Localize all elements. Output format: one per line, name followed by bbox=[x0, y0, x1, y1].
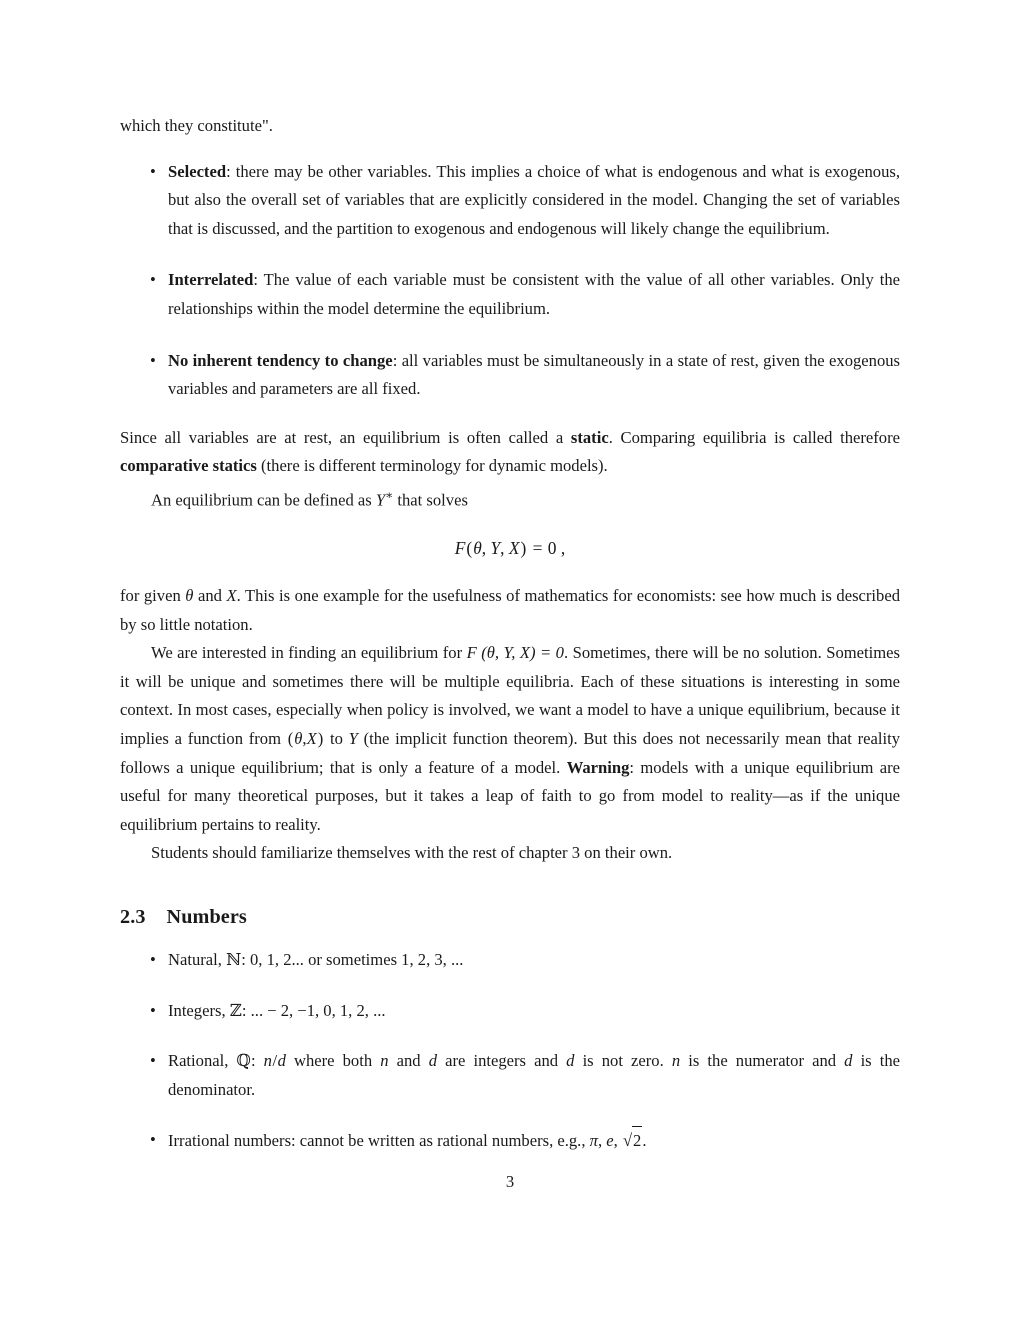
math-comma: , bbox=[302, 729, 307, 749]
text-run: . This is one example for the usefulness of mathematics for economists: see how much is described by so little notation. bbox=[120, 586, 901, 634]
spacer bbox=[120, 868, 900, 888]
text-run: . Comparing equilibria is called therefore bbox=[608, 427, 900, 447]
text-run: Integers, bbox=[168, 1000, 230, 1020]
text-run: is the numerator and bbox=[680, 1051, 845, 1071]
text-run: , bbox=[613, 1131, 622, 1151]
emphasis-static: static bbox=[570, 427, 609, 447]
paragraph-equilibrium-intro bbox=[120, 481, 900, 515]
text-run: , bbox=[597, 1131, 607, 1151]
list-item bbox=[120, 997, 900, 1026]
text-run: (the implicit function theorem). But this does not necessarily mean that reality follows a unique equilibrium; that is only a feature of a model. bbox=[120, 729, 900, 777]
bullet-icon: • bbox=[150, 950, 156, 969]
math-variable-X: X bbox=[226, 586, 237, 606]
text-run: : models with a unique equilibrium are useful for many theoretical purposes, but it takes a leap of faith to go from model to reality—as if the unique equilibrium pertains to reality. bbox=[120, 757, 900, 834]
math-inline-equation: F (θ, Y, X) = 0 bbox=[466, 643, 564, 663]
math-equals: = bbox=[532, 538, 543, 559]
math-variable-d: d bbox=[844, 1051, 853, 1071]
list-item-body: : there may be other variables. This implies a choice of what is endogenous and what is exogenous, but also the overall set of variables that are explicitly considered in the model. Changing the set of variables that is discussed, and the partition to exogenous and endogenous will likely change the equilibrium. bbox=[168, 161, 900, 238]
numbers-list bbox=[120, 946, 900, 1156]
list-item bbox=[120, 1047, 900, 1104]
spacer bbox=[120, 404, 900, 424]
bullet-icon: • bbox=[150, 270, 156, 290]
text-run: (there is different terminology for dynamic models). bbox=[256, 456, 608, 476]
paragraph-static bbox=[120, 424, 900, 481]
bullet-icon: • bbox=[150, 161, 156, 181]
math-variable-Y: Y bbox=[375, 490, 386, 510]
text-run: . Sometimes, there will be no solution. Sometimes it will be unique and sometimes there will be multiple equilibria. Each of these situations is interesting in some context. In most cases, especially when policy is involved, we want a model to have a unique equilibrium, because it implies a function from bbox=[120, 643, 900, 749]
spacer bbox=[120, 562, 900, 582]
text-run: Natural, bbox=[168, 950, 227, 969]
math-variable-d: d bbox=[428, 1051, 438, 1071]
math-variable-X: X bbox=[508, 538, 520, 559]
list-item-term: Interrelated bbox=[168, 270, 254, 290]
math-superscript-star: ∗ bbox=[385, 487, 394, 502]
math-zero: 0 bbox=[547, 538, 557, 559]
list-item bbox=[120, 347, 900, 404]
text-run: is the denominator. bbox=[168, 1051, 901, 1099]
list-item-body: : all variables must be simultaneously in a state of rest, given the exogenous variables and parameters are all fixed. bbox=[168, 350, 901, 399]
math-variable-theta: θ bbox=[294, 729, 303, 749]
text-run: : bbox=[241, 1000, 251, 1020]
math-slash: / bbox=[272, 1051, 278, 1071]
emphasis-comparative-statics: comparative statics bbox=[120, 456, 257, 476]
math-variable-Y: Y bbox=[348, 729, 358, 749]
paragraph-students: Students should familiarize themselves with the rest of chapter 3 on their own. bbox=[151, 843, 673, 863]
math-comma: , bbox=[481, 538, 487, 559]
math-symbol-rationals: ℚ bbox=[236, 1051, 251, 1071]
math-variable-theta: θ bbox=[473, 538, 482, 559]
math-variable-d: d bbox=[277, 1051, 286, 1071]
math-variable-Y: Y bbox=[490, 538, 501, 559]
section-title: Numbers bbox=[166, 906, 247, 928]
page-number: 3 bbox=[505, 1172, 515, 1191]
text-run: that solves bbox=[393, 490, 468, 510]
text-run: for given bbox=[120, 586, 186, 606]
text-run: where both bbox=[285, 1051, 381, 1071]
math-function-F: F bbox=[454, 538, 466, 559]
math-variable-d: d bbox=[566, 1051, 575, 1071]
bullet-icon: • bbox=[150, 1130, 156, 1150]
text-run: : bbox=[241, 950, 250, 969]
math-paren-open: ( bbox=[287, 729, 294, 749]
math-paren-close: ) bbox=[520, 538, 527, 559]
text-run: : bbox=[250, 1051, 264, 1071]
math-variable-theta: θ bbox=[185, 586, 194, 606]
text-run: . bbox=[642, 1131, 647, 1151]
math-square-root bbox=[622, 1126, 642, 1156]
math-comma: , bbox=[500, 538, 505, 559]
spacer bbox=[120, 930, 900, 946]
math-values: 0, 1, 2... or sometimes 1, 2, 3, ... bbox=[250, 950, 464, 969]
text-run: is not zero. bbox=[574, 1051, 672, 1071]
math-symbol-naturals: ℕ bbox=[226, 950, 242, 969]
text-run: and bbox=[388, 1051, 429, 1071]
equilibrium-properties-list bbox=[120, 158, 900, 404]
math-variable-n: n bbox=[380, 1051, 389, 1071]
list-item bbox=[120, 266, 900, 323]
page-content bbox=[120, 112, 900, 1156]
emphasis-warning: Warning bbox=[566, 757, 630, 777]
math-variable-X: X bbox=[306, 729, 317, 749]
math-variable-n: n bbox=[671, 1051, 681, 1071]
math-paren-close: ) bbox=[317, 729, 324, 749]
list-item-term: Selected bbox=[168, 161, 227, 181]
math-values: ... − 2, −1, 0, 1, 2, ... bbox=[250, 1000, 386, 1020]
text-run: are integers and bbox=[437, 1051, 567, 1071]
spacer bbox=[120, 141, 900, 158]
text-run: and bbox=[193, 586, 227, 606]
bullet-icon: • bbox=[150, 1051, 156, 1071]
radicand: 2 bbox=[632, 1126, 642, 1156]
paragraph-for-given bbox=[120, 582, 900, 639]
text-run: We are interested in finding an equilibrium for bbox=[151, 643, 467, 663]
list-item bbox=[120, 946, 900, 975]
radical-sign-icon: √ bbox=[622, 1130, 633, 1151]
math-symbol-pi: π bbox=[589, 1131, 598, 1151]
math-paren-open: ( bbox=[466, 538, 473, 559]
text-run: to bbox=[324, 729, 349, 749]
list-item-body: : The value of each variable must be consistent with the value of all other variables. Only the relationships within the model determine the equilibrium. bbox=[168, 270, 900, 318]
text-run: Irrational numbers: cannot be written as rational numbers, e.g., bbox=[168, 1131, 590, 1151]
math-symbol-integers: ℤ bbox=[229, 1000, 242, 1020]
paragraph-interested bbox=[120, 639, 900, 839]
text-run: Rational, bbox=[168, 1051, 237, 1071]
bullet-icon: • bbox=[150, 350, 156, 370]
math-trailing-comma: , bbox=[560, 538, 566, 559]
text-run: An equilibrium can be defined as bbox=[151, 490, 376, 510]
spacer bbox=[120, 888, 900, 904]
list-item-term: No inherent tendency to change bbox=[168, 350, 393, 370]
section-heading bbox=[120, 904, 900, 930]
display-equation bbox=[120, 534, 900, 562]
math-variable-n: n bbox=[263, 1051, 272, 1071]
spacer bbox=[120, 515, 900, 534]
opening-paragraph: which they constitute". bbox=[120, 116, 273, 135]
bullet-icon: • bbox=[150, 1000, 156, 1020]
list-item bbox=[120, 158, 900, 244]
text-run: Since all variables are at rest, an equilibrium is often called a bbox=[120, 427, 571, 447]
section-number: 2.3 bbox=[120, 906, 146, 928]
list-item bbox=[120, 1126, 900, 1156]
math-symbol-e: e bbox=[606, 1131, 614, 1151]
